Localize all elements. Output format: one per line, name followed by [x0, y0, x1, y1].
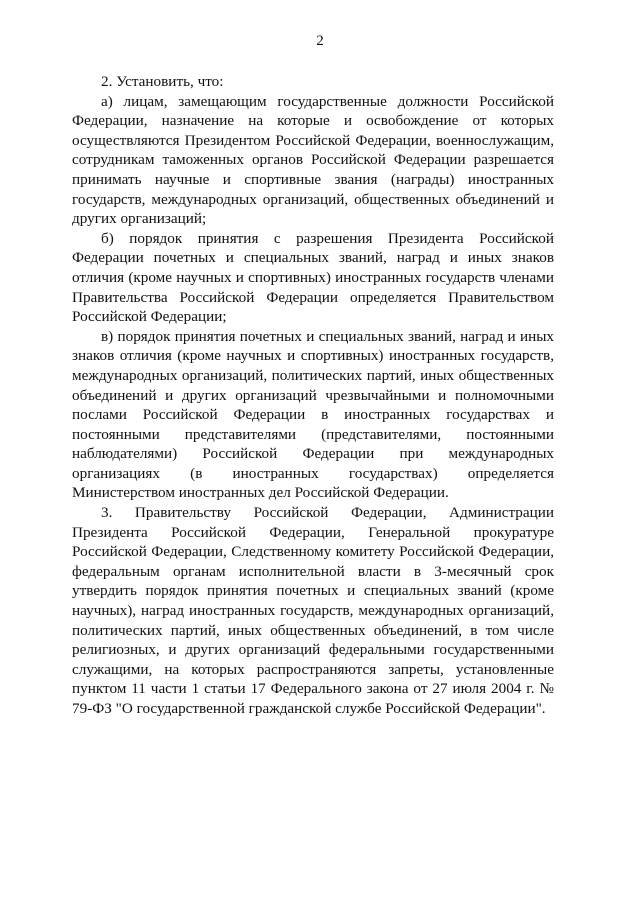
paragraph-subitem-v: в) порядок принятия почетных и специальных званий, наград и иных знаков отличия (кроме научных и спортивных) иностранных государств, международных организаций, политических партий, иных общественных объединений и других организаций чрезвычайными и полномочными послами Российской Федерации в иностранных государствах и постоянными представителями (представителями, постоянными наблюдателями) Российской Федерации при международных организациях (в иностранных государствах) определяется Министерством иностранных дел Российской Федерации.: [72, 327, 554, 502]
paragraph-item-2: 2. Установить, что:: [101, 73, 224, 90]
document-body: [72, 72, 554, 719]
paragraph-item-3: 3. Правительству Российской Федерации, Администрации Президента Российской Федерации, Генеральной прокуратуре Российской Федерации, Следственному комитету Российской Федерации, федеральным органам исполнительной власти в 3-месячный срок утвердить порядок принятия почетных и специальных званий (кроме научных), наград иностранных государств, международных организаций, политических партий, иных общественных объединений, в том числе религиозных, и других организаций федеральными государственными служащими, на которых распространяются запреты, установленные пунктом 11 части 1 статьи 17 Федерального закона от 27 июля 2004 г. № 79-ФЗ "О государственной гражданской службе Российской Федерации".: [72, 504, 554, 717]
paragraph-subitem-b: б) порядок принятия с разрешения Президента Российской Федерации почетных и специальных званий, наград и иных знаков отличия (кроме научных и спортивных) иностранных государств членами Правительства Российской Федерации определяется Правительством Российской Федерации;: [72, 229, 554, 326]
paragraph-subitem-a: а) лицам, замещающим государственные должности Российской Федерации, назначение на которые и освобождение от которых осуществляются Президентом Российской Федерации, военнослужащим, сотрудникам таможенных органов Российской Федерации разрешается принимать научные и спортивные звания (награды) иностранных государств, международных организаций, общественных объединений и других организаций;: [72, 92, 554, 228]
page-number: 2: [316, 33, 324, 49]
